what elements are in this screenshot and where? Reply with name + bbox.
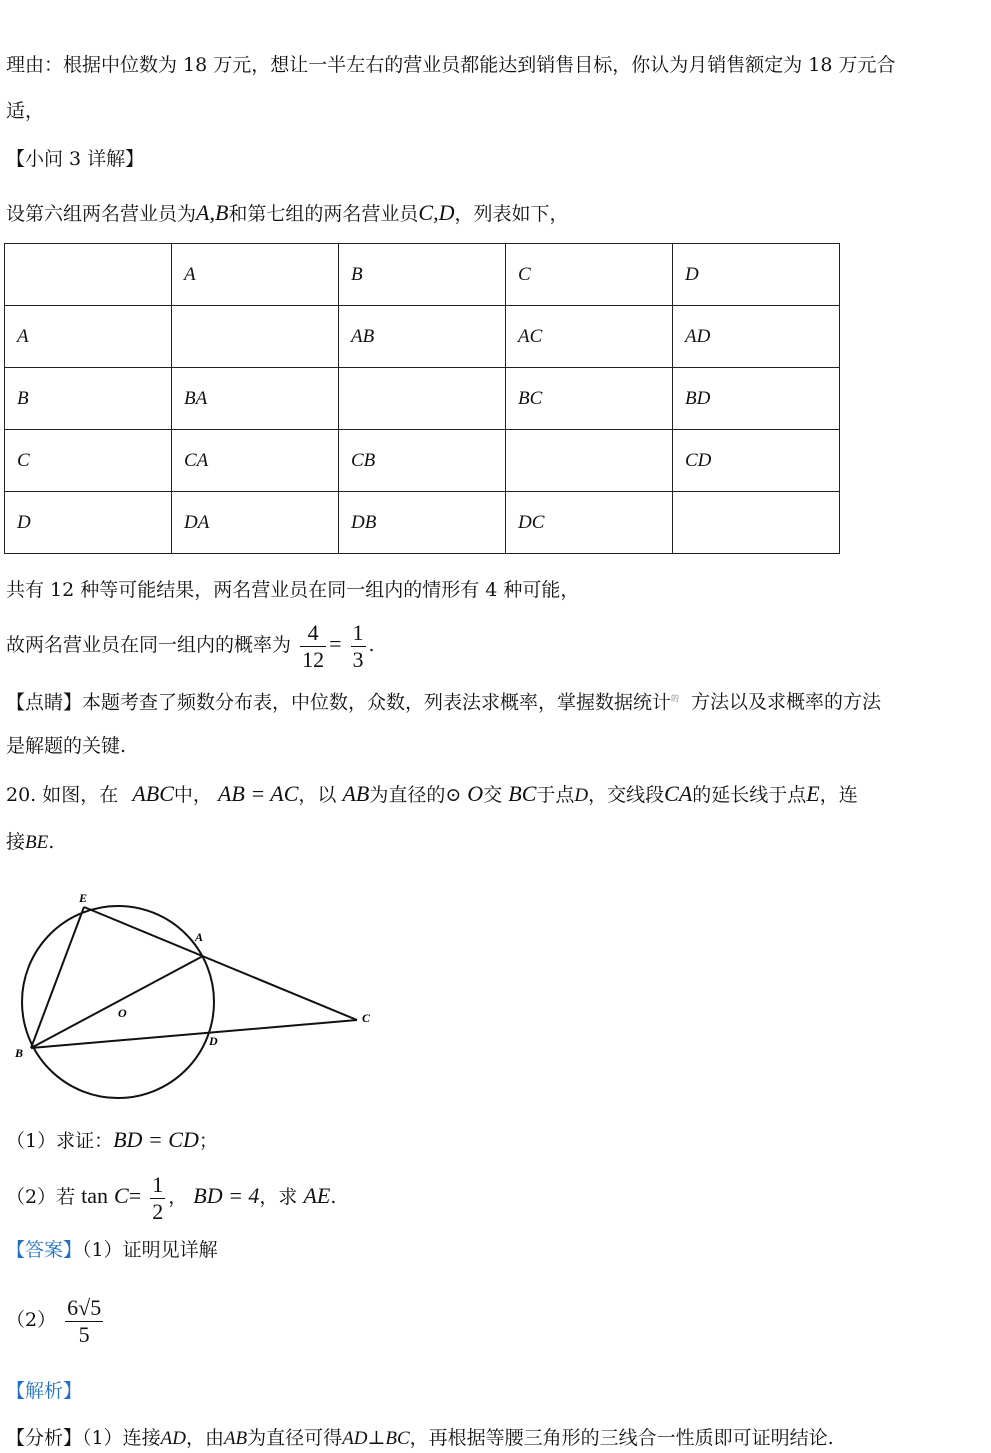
answer-1: （1）证明见详解: [82, 1239, 218, 1261]
label-e: E: [79, 891, 88, 905]
part1-eq: BD = CD: [113, 1127, 199, 1152]
q20-text: 于点: [536, 784, 575, 806]
q20-triangle: ABC: [132, 781, 174, 806]
q20-text: ，连: [819, 784, 858, 806]
setup-pre: 设第六组两名营业员为: [6, 203, 197, 225]
answer-2-pre: （2）: [6, 1309, 57, 1331]
analysis-perp: AD⊥BC: [342, 1428, 410, 1449]
table-cell: BD: [673, 368, 840, 430]
label-a: A: [195, 930, 204, 944]
table-cell: D: [5, 492, 172, 554]
part2-eq: =: [128, 1183, 142, 1208]
table-cell: CA: [172, 430, 339, 492]
fraction-numerator: 4: [307, 619, 319, 645]
analysis-heading: 【解析】: [6, 1380, 83, 1402]
segment-ba: [31, 956, 203, 1048]
question-20-line: [6, 781, 858, 809]
part2-ask: ，求: [259, 1186, 298, 1208]
table-cell: DA: [172, 492, 339, 554]
segment-bc: [31, 1020, 357, 1048]
answer-2-line: [6, 1290, 106, 1350]
part1-post: ；: [198, 1130, 218, 1152]
analysis-ab: AB: [223, 1428, 248, 1449]
q20-text: ，以: [298, 784, 337, 806]
q20-text: 交: [483, 784, 503, 806]
table-cell: AD: [673, 306, 840, 368]
setup-line: [6, 200, 569, 227]
table-cell: C: [5, 430, 172, 492]
table-cell: DB: [339, 492, 506, 554]
reason-line-cont: 适，: [6, 100, 45, 122]
setup-mid: 和第七组的两名营业员: [228, 203, 419, 225]
comment-mark: 的: [671, 694, 680, 703]
answer-tag: 【答案】: [6, 1239, 83, 1261]
part2-end: .: [330, 1186, 337, 1208]
q20-ab: AB: [342, 781, 370, 806]
part2-pre: （2）若: [6, 1186, 76, 1208]
q20-o: O: [467, 781, 484, 806]
analysis-text: 为直径可得: [247, 1427, 343, 1449]
answer-line: [6, 1237, 218, 1263]
fraction-1-2: [150, 1172, 165, 1225]
analysis-text: ，再根据等腰三角形的三线合一性质即可证明结论.: [409, 1427, 834, 1449]
q20-text: 的延长线于点: [692, 784, 807, 806]
table-row: [5, 368, 840, 430]
table-cell: [172, 306, 339, 368]
table-cell: [5, 244, 172, 306]
table-cell: AB: [339, 306, 506, 368]
table-cell: [339, 368, 506, 430]
table-row: [5, 430, 840, 492]
segment-ec: [84, 907, 357, 1020]
table-cell: A: [172, 244, 339, 306]
fraction-1-3: [351, 620, 366, 673]
table-cell: C: [506, 244, 673, 306]
q20-d: D: [574, 785, 589, 806]
fraction-denominator: 3: [352, 646, 364, 672]
q20-text: 为直径的⊙: [369, 784, 462, 806]
probability-line: [6, 614, 375, 675]
fraction-6root5-5: [65, 1295, 103, 1348]
table-row: [5, 306, 840, 368]
label-b: B: [15, 1046, 24, 1060]
setup-post: ，列表如下，: [454, 203, 569, 225]
fraction-numerator: 1: [352, 619, 364, 645]
comment-text: 【点睛】本题考查了频数分布表，中位数，众数，列表法求概率，掌握数据统计: [6, 691, 672, 714]
fraction-4-12: [300, 620, 326, 673]
q20-text: 中，: [173, 784, 212, 806]
q20-eq: AB = AC: [217, 781, 299, 806]
comment-text-2: 方法以及求概率的方法: [691, 691, 882, 714]
q20-text: .: [48, 831, 55, 853]
table-cell: D: [673, 244, 840, 306]
outcome-table: [4, 243, 840, 554]
fraction-denominator: 5: [78, 1321, 90, 1347]
fraction-numerator: 1: [152, 1171, 164, 1197]
table-cell: CB: [339, 430, 506, 492]
total-outcomes-line: 共有 12 种等可能结果，两名营业员在同一组内的情形有 4 种可能，: [6, 579, 580, 601]
prob-pre: 故两名营业员在同一组内的概率为: [6, 634, 292, 656]
table-cell: DC: [506, 492, 673, 554]
reason-line: 理由：根据中位数为 18 万元，想让一半左右的营业员都能达到销售目标，你认为月销售额定为 18 万元合: [6, 54, 896, 76]
table-cell: CD: [673, 430, 840, 492]
table-cell: BC: [506, 368, 673, 430]
part2-mid: ，: [168, 1186, 188, 1208]
geometry-figure: [0, 880, 390, 1100]
analysis-line: [6, 1425, 834, 1452]
q20-be: BE: [25, 832, 49, 853]
table-row: [5, 492, 840, 554]
part1-pre: （1）求证：: [6, 1130, 114, 1152]
part2-c: C: [114, 1183, 129, 1208]
question-20-line-cont: [6, 829, 54, 856]
part2-bd: BD = 4: [193, 1183, 260, 1208]
analysis-text: ，由: [185, 1427, 224, 1449]
q20-text: ，交线段: [588, 784, 665, 806]
fraction-denominator: 12: [302, 646, 325, 672]
part-1-line: [6, 1127, 218, 1154]
q20-bc: BC: [508, 781, 537, 806]
table-cell: [506, 430, 673, 492]
sub-question-3-heading: 【小问 3 详解】: [6, 148, 145, 170]
comment-line: [6, 686, 881, 715]
part2-ae: AE: [303, 1183, 331, 1208]
q20-text: 20. 如图，在: [6, 784, 119, 806]
analysis-text: （1）连接: [82, 1427, 161, 1449]
fraction-numerator: 6√5: [67, 1294, 102, 1320]
label-o: O: [118, 1006, 127, 1020]
analysis-ad: AD: [160, 1428, 186, 1449]
part-2-line: [6, 1166, 336, 1227]
table-cell: B: [5, 368, 172, 430]
setup-cd: C,D: [418, 200, 455, 225]
q20-text: 接: [6, 831, 26, 853]
equals-sign: =: [329, 631, 342, 656]
table-cell: B: [339, 244, 506, 306]
table-header-row: [5, 244, 840, 306]
comment-line-cont: 是解题的关键.: [6, 735, 127, 757]
label-d: D: [209, 1034, 218, 1048]
prob-end: .: [368, 634, 375, 656]
table-cell: [673, 492, 840, 554]
table-cell: AC: [506, 306, 673, 368]
setup-ab: A,B: [196, 200, 229, 225]
q20-e: E: [806, 781, 820, 806]
table-cell: BA: [172, 368, 339, 430]
table-cell: A: [5, 306, 172, 368]
analysis-tag: 【分析】: [6, 1427, 83, 1449]
fraction-denominator: 2: [152, 1198, 164, 1224]
part2-tan: tan: [81, 1183, 108, 1208]
label-c: C: [362, 1011, 371, 1025]
q20-ca: CA: [664, 781, 693, 806]
